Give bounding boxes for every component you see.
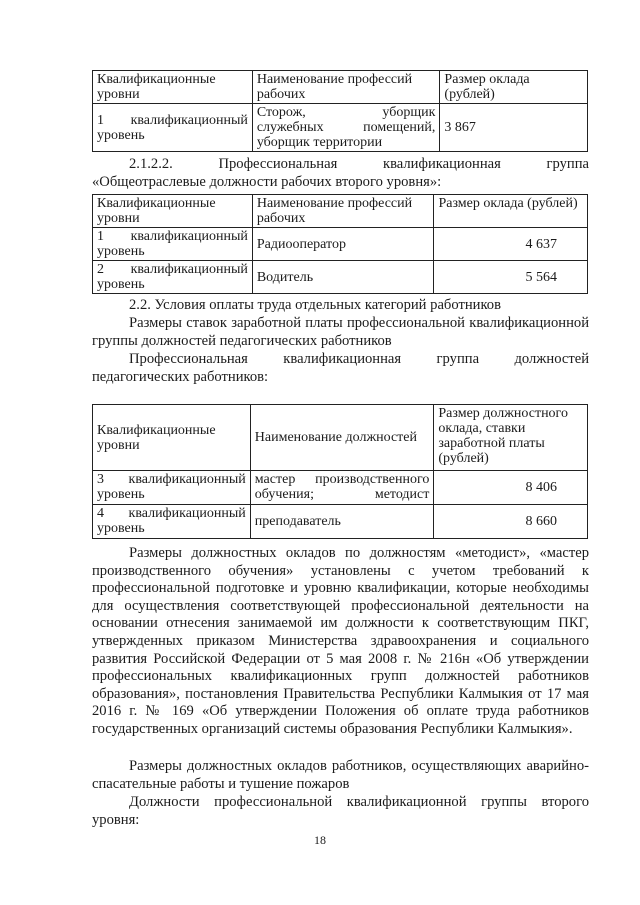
- header-salary: Размер оклада (рублей): [434, 195, 588, 228]
- cell-salary: 4 637: [434, 228, 588, 261]
- cell-profession: [252, 104, 440, 152]
- header-levels: Квалификационные уровни: [93, 71, 253, 104]
- header-levels: Квалификационные уровни: [93, 195, 253, 228]
- paragraph-pedagogical-rates: Размеры ставок заработной платы профессиональной квалификационной группы должностей педагогических работников: [92, 315, 589, 349]
- header-professions: Наименование профессий рабочих: [252, 195, 434, 228]
- cell-salary: 8 660: [434, 505, 588, 539]
- table-row: [93, 261, 588, 294]
- table-row: [93, 228, 588, 261]
- paragraph-pedagogical-group: Профессиональная квалификационная группа должностей педагогических работников:: [92, 351, 589, 385]
- table-header-row: [93, 405, 588, 471]
- table-header-row: [93, 71, 588, 104]
- table-workers-level2: [92, 194, 588, 294]
- table-row: [93, 505, 588, 539]
- page-number: 18: [314, 833, 326, 847]
- cell-position: мастер производственного обучения; методист: [250, 471, 434, 505]
- cell-profession: Водитель: [252, 261, 434, 294]
- cell-level: 3 квалификационный уровень: [93, 471, 251, 505]
- cell-level: 1 квалификационный уровень: [93, 104, 253, 152]
- cell-level: 1 квалификационный уровень: [93, 228, 253, 261]
- table-pedagogical-positions: [92, 404, 588, 539]
- cell-profession-line: уборщик территории: [256, 135, 383, 150]
- paragraph-methodist-salaries: Размеры должностных окладов по должностям «методист», «мастер производственного обучения» установлены с учетом требований к профессиональной подготовке и уровню квалификации, которые необходимы для осуществления соответствующей профессиональной деятельности на основании отнесения занимаемой им должности к соответствующим ПКГ, утвержденных приказом Министерства здравоохранения и социального развития Российской Федерации от 5 мая 2008 г. № 216н «Об утверждении профессиональных квалификационных групп должностей работников образования», постановления Правительства Республики Калмыкия от 17 мая 2016 г. № 169 «Об утверждении Положения об оплате труда работников государственных организаций системы образования Республики Калмыкия».: [92, 545, 589, 737]
- cell-profession-line: Сторож, уборщик: [256, 105, 436, 120]
- section-heading-2-2: 2.2. Условия оплаты труда отдельных категорий работников: [129, 297, 501, 313]
- cell-profession: Радиооператор: [252, 228, 434, 261]
- table-row: [93, 471, 588, 505]
- cell-level: 2 квалификационный уровень: [93, 261, 253, 294]
- paragraph-second-level-positions: Должности профессиональной квалификационной группы второго уровня:: [92, 794, 589, 828]
- header-salary: Размер должностного оклада, ставки заработной платы (рублей): [434, 405, 588, 471]
- header-professions: Наименование профессий рабочих: [252, 71, 440, 104]
- section-heading-2-1-2-2: 2.1.2.2. Профессиональная квалификационная группа: [129, 156, 589, 172]
- cell-position: преподаватель: [250, 505, 434, 539]
- cell-salary: 8 406: [434, 471, 588, 505]
- cell-level: 4 квалификационный уровень: [93, 505, 251, 539]
- table-header-row: [93, 195, 588, 228]
- header-positions: Наименование должностей: [250, 405, 434, 471]
- section-heading-2-1-2-2-cont: «Общеотраслевые должности рабочих второго уровня»:: [92, 174, 442, 190]
- table-workers-level1: [92, 70, 588, 152]
- cell-profession-line: служебных помещений,: [256, 120, 436, 135]
- header-levels: Квалификационные уровни: [93, 405, 251, 471]
- cell-salary: 5 564: [434, 261, 588, 294]
- table-row: [93, 104, 588, 152]
- cell-salary: 3 867: [440, 104, 588, 152]
- header-salary: Размер оклада (рублей): [440, 71, 588, 104]
- paragraph-rescue-salaries: Размеры должностных окладов работников, осуществляющих аварийно-спасательные работы и тушение пожаров: [92, 758, 589, 792]
